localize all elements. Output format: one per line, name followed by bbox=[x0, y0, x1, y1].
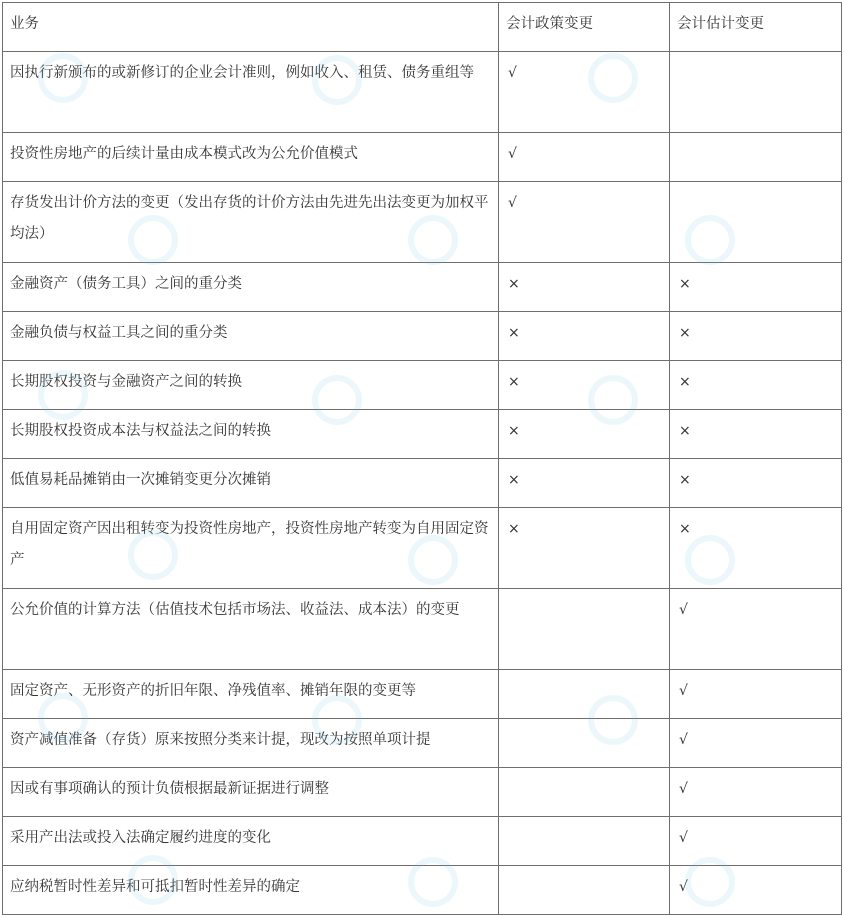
business-cell: 长期股权投资成本法与权益法之间的转换 bbox=[3, 410, 499, 459]
business-cell: 因或有事项确认的预计负债根据最新证据进行调整 bbox=[3, 768, 499, 817]
business-cell: 低值易耗品摊销由一次摊销变更分次摊销 bbox=[3, 459, 499, 508]
estimate-mark-cell bbox=[670, 133, 842, 182]
business-cell: 公允价值的计算方法（估值技术包括市场法、收益法、成本法）的变更 bbox=[3, 589, 499, 670]
policy-mark-cell: × bbox=[499, 263, 670, 312]
estimate-mark-cell: × bbox=[670, 508, 842, 589]
business-cell: 固定资产、无形资产的折旧年限、净残值率、摊销年限的变更等 bbox=[3, 670, 499, 719]
table-row bbox=[3, 768, 842, 817]
estimate-mark-cell: √ bbox=[670, 589, 842, 670]
business-cell: 应纳税暂时性差异和可抵扣暂时性差异的确定 bbox=[3, 866, 499, 915]
table-row bbox=[3, 52, 842, 133]
table-row bbox=[3, 817, 842, 866]
policy-mark-cell: × bbox=[499, 312, 670, 361]
business-cell: 因执行新颁布的或新修订的企业会计准则，例如收入、租赁、债务重组等 bbox=[3, 52, 499, 133]
estimate-mark-cell: √ bbox=[670, 866, 842, 915]
estimate-mark-cell: × bbox=[670, 361, 842, 410]
estimate-mark-cell: √ bbox=[670, 670, 842, 719]
estimate-mark-cell: × bbox=[670, 263, 842, 312]
estimate-mark-cell: √ bbox=[670, 719, 842, 768]
table-row bbox=[3, 263, 842, 312]
table-row bbox=[3, 361, 842, 410]
table-row bbox=[3, 589, 842, 670]
table-row bbox=[3, 312, 842, 361]
table-row bbox=[3, 670, 842, 719]
business-cell: 存货发出计价方法的变更（发出存货的计价方法由先进先出法变更为加权平均法） bbox=[3, 182, 499, 263]
policy-mark-cell: × bbox=[499, 410, 670, 459]
policy-mark-cell bbox=[499, 589, 670, 670]
estimate-mark-cell: × bbox=[670, 410, 842, 459]
business-cell: 采用产出法或投入法确定履约进度的变化 bbox=[3, 817, 499, 866]
policy-mark-cell: × bbox=[499, 508, 670, 589]
table-row bbox=[3, 459, 842, 508]
estimate-mark-cell bbox=[670, 52, 842, 133]
estimate-mark-cell bbox=[670, 182, 842, 263]
table-row bbox=[3, 508, 842, 589]
policy-mark-cell bbox=[499, 768, 670, 817]
policy-mark-cell bbox=[499, 817, 670, 866]
business-cell: 自用固定资产因出租转变为投资性房地产，投资性房地产转变为自用固定资产 bbox=[3, 508, 499, 589]
estimate-mark-cell: × bbox=[670, 459, 842, 508]
table-row bbox=[3, 133, 842, 182]
policy-mark-cell: × bbox=[499, 459, 670, 508]
table-row bbox=[3, 866, 842, 915]
table-row bbox=[3, 410, 842, 459]
header-estimate-change: 会计估计变更 bbox=[670, 3, 842, 52]
business-cell: 长期股权投资与金融资产之间的转换 bbox=[3, 361, 499, 410]
table-row bbox=[3, 719, 842, 768]
table-row bbox=[3, 182, 842, 263]
estimate-mark-cell: × bbox=[670, 312, 842, 361]
policy-mark-cell: × bbox=[499, 361, 670, 410]
policy-mark-cell: √ bbox=[499, 52, 670, 133]
header-policy-change: 会计政策变更 bbox=[499, 3, 670, 52]
business-cell: 资产减值准备（存货）原来按照分类来计提，现改为按照单项计提 bbox=[3, 719, 499, 768]
policy-mark-cell: √ bbox=[499, 133, 670, 182]
estimate-mark-cell: √ bbox=[670, 817, 842, 866]
table-header-row bbox=[3, 3, 842, 52]
policy-mark-cell bbox=[499, 719, 670, 768]
policy-mark-cell bbox=[499, 670, 670, 719]
business-cell: 金融资产（债务工具）之间的重分类 bbox=[3, 263, 499, 312]
business-cell: 投资性房地产的后续计量由成本模式改为公允价值模式 bbox=[3, 133, 499, 182]
policy-mark-cell: √ bbox=[499, 182, 670, 263]
header-business: 业务 bbox=[3, 3, 499, 52]
estimate-mark-cell: √ bbox=[670, 768, 842, 817]
accounting-change-table bbox=[2, 2, 842, 915]
policy-mark-cell bbox=[499, 866, 670, 915]
business-cell: 金融负债与权益工具之间的重分类 bbox=[3, 312, 499, 361]
